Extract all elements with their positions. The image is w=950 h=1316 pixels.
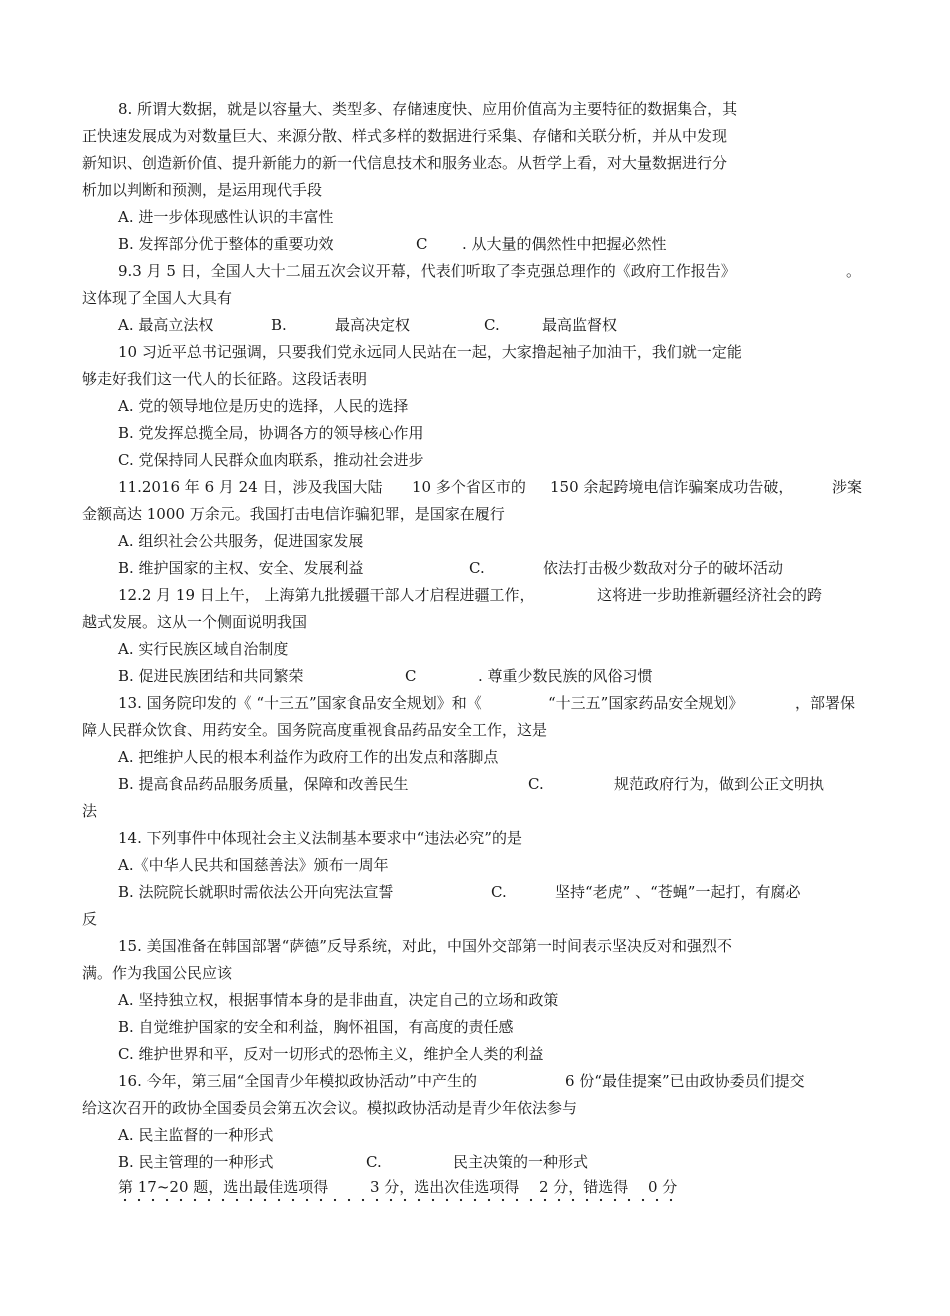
q15-option-c: C. 维护世界和平，反对一切形式的恐怖主义，维护全人类的利益 xyxy=(118,1045,544,1063)
q15-stem-line-2: 满。作为我国公民应该 xyxy=(82,964,233,982)
section-instruction-part-2: 3 分，选出次佳选项得 xyxy=(370,1178,520,1196)
q14-option-b: B. 法院院长就职时需依法公开向宪法宣誓 xyxy=(118,883,394,901)
q14-option-c-continued: 反 xyxy=(82,910,98,928)
section-instruction-part-1: 第 17~20 题，选出最佳选项得 xyxy=(118,1178,329,1196)
q15-option-a: A. 坚持独立权，根据事情本身的是非曲直，决定自己的立场和政策 xyxy=(118,991,559,1009)
emphasis-dots xyxy=(118,1198,683,1202)
q11-option-a: A. 组织社会公共服务，促进国家发展 xyxy=(118,532,364,550)
q12-option-a: A. 实行民族区域自治制度 xyxy=(118,640,289,658)
q12-option-b: B. 促进民族团结和共同繁荣 xyxy=(118,667,304,685)
q16-stem-line-1a: 16. 今年，第三届“全国青少年模拟政协活动”中产生的 xyxy=(118,1072,477,1090)
q10-option-a: A. 党的领导地位是历史的选择，人民的选择 xyxy=(118,397,409,415)
q10-stem-line-1: 10 习近平总书记强调，只要我们党永远同人民站在一起，大家撸起袖子加油干，我们就一定能 xyxy=(118,343,742,361)
q12-stem-line-1a: 12.2 月 19 日上午， 上海第九批援疆干部人才启程进疆工作， xyxy=(118,586,535,604)
q11-stem-line-1a: 11.2016 年 6 月 24 日，涉及我国大陆 xyxy=(118,478,383,496)
q10-stem-line-2: 够走好我们这一代人的长征路。这段话表明 xyxy=(82,370,368,388)
q11-stem-line-2: 金额高达 1000 万余元。我国打击电信诈骗犯罪，是国家在履行 xyxy=(82,505,505,523)
q13-option-c-letter: C. xyxy=(528,775,544,793)
q9-stem-line-1-end: 。 xyxy=(846,262,862,280)
q14-option-c: 坚持“老虎” 、“苍蝇”一起打，有腐必 xyxy=(555,883,801,901)
q16-stem-line-1b: 6 份“最佳提案”已由政协委员们提交 xyxy=(565,1072,805,1090)
q8-stem-line-2: 正快速发展成为对数量巨大、来源分散、样式多样的数据进行采集、存储和关联分析，并从中发现 xyxy=(82,127,728,145)
q13-stem-line-2: 障人民群众饮食、用药安全。国务院高度重视食品药品安全工作，这是 xyxy=(82,721,548,739)
q13-stem-line-1b: “十三五”国家药品安全规划》 xyxy=(548,694,744,712)
q11-stem-line-1c: 150 余起跨境电信诈骗案成功告破， xyxy=(550,478,794,496)
q16-stem-line-2: 给这次召开的政协全国委员会第五次会议。模拟政协活动是青少年依法参与 xyxy=(82,1099,578,1117)
q9-stem-line-2: 这体现了全国人大具有 xyxy=(82,289,233,307)
q12-stem-line-2: 越式发展。这从一个侧面说明我国 xyxy=(82,613,308,631)
q9-option-c-letter: C. xyxy=(484,316,500,334)
q16-option-c: 民主决策的一种形式 xyxy=(453,1153,589,1171)
q13-option-b: B. 提高食品药品服务质量，保障和改善民生 xyxy=(118,775,409,793)
q9-option-b-letter: B. xyxy=(271,316,287,334)
q8-stem-line-1: 8. 所谓大数据，就是以容量大、类型多、存储速度快、应用价值高为主要特征的数据集合，其 xyxy=(118,100,738,118)
section-instruction-part-3: 2 分，错选得 xyxy=(539,1178,629,1196)
q16-option-b: B. 民主管理的一种形式 xyxy=(118,1153,274,1171)
q8-option-c-letter: C xyxy=(416,235,428,253)
q9-stem-line-1: 9.3 月 5 日，全国人大十二届五次会议开幕，代表们听取了李克强总理作的《政府工作报告》 xyxy=(118,262,736,280)
q11-stem-line-1b: 10 多个省区市的 xyxy=(412,478,526,496)
q11-option-b: B. 维护国家的主权、安全、发展利益 xyxy=(118,559,364,577)
q13-option-a: A. 把维护人民的根本利益作为政府工作的出发点和落脚点 xyxy=(118,748,499,766)
q12-option-c-letter: C xyxy=(405,667,417,685)
q9-option-a: A. 最高立法权 xyxy=(118,316,214,334)
q13-stem-line-1a: 13. 国务院印发的《 “十三五”国家食品安全规划》和《 xyxy=(118,694,482,712)
q15-option-b: B. 自觉维护国家的安全和利益，胸怀祖国，有高度的责任感 xyxy=(118,1018,514,1036)
q8-stem-line-3: 新知识、创造新价值、提升新能力的新一代信息技术和服务业态。从哲学上看，对大量数据进行分 xyxy=(82,154,728,172)
q15-stem-line-1: 15. 美国准备在韩国部署“萨德”反导系统，对此，中国外交部第一时间表示坚决反对和强烈不 xyxy=(118,937,732,955)
q16-option-a: A. 民主监督的一种形式 xyxy=(118,1126,274,1144)
q8-option-c: . 从大量的偶然性中把握必然性 xyxy=(462,235,667,253)
q8-option-b: B. 发挥部分优于整体的重要功效 xyxy=(118,235,334,253)
q8-stem-line-4: 析加以判断和预测，是运用现代手段 xyxy=(82,181,323,199)
q13-stem-line-1c: ，部署保 xyxy=(795,694,856,712)
q12-stem-line-1b: 这将进一步助推新疆经济社会的跨 xyxy=(597,586,823,604)
q16-option-c-letter: C. xyxy=(366,1153,382,1171)
q10-option-c: C. 党保持同人民群众血肉联系，推动社会进步 xyxy=(118,451,424,469)
q14-option-a: A.《中华人民共和国慈善法》颁布一周年 xyxy=(118,856,389,874)
section-instruction-part-4: 0 分 xyxy=(648,1178,678,1196)
q12-option-c: . 尊重少数民族的风俗习惯 xyxy=(478,667,653,685)
q11-option-c: 依法打击极少数敌对分子的破坏活动 xyxy=(543,559,784,577)
q10-option-b: B. 党发挥总揽全局，协调各方的领导核心作用 xyxy=(118,424,424,442)
q14-option-c-letter: C. xyxy=(491,883,507,901)
q13-option-c: 规范政府行为，做到公正文明执 xyxy=(614,775,825,793)
q11-option-c-letter: C. xyxy=(469,559,485,577)
q8-option-a: A. 进一步体现感性认识的丰富性 xyxy=(118,208,334,226)
q11-stem-line-1d: 涉案 xyxy=(832,478,863,496)
q14-stem-line-1: 14. 下列事件中体现社会主义法制基本要求中“违法必究”的是 xyxy=(118,829,522,847)
q9-option-c: 最高监督权 xyxy=(542,316,618,334)
q13-option-c-continued: 法 xyxy=(82,802,98,820)
q9-option-b: 最高决定权 xyxy=(335,316,411,334)
